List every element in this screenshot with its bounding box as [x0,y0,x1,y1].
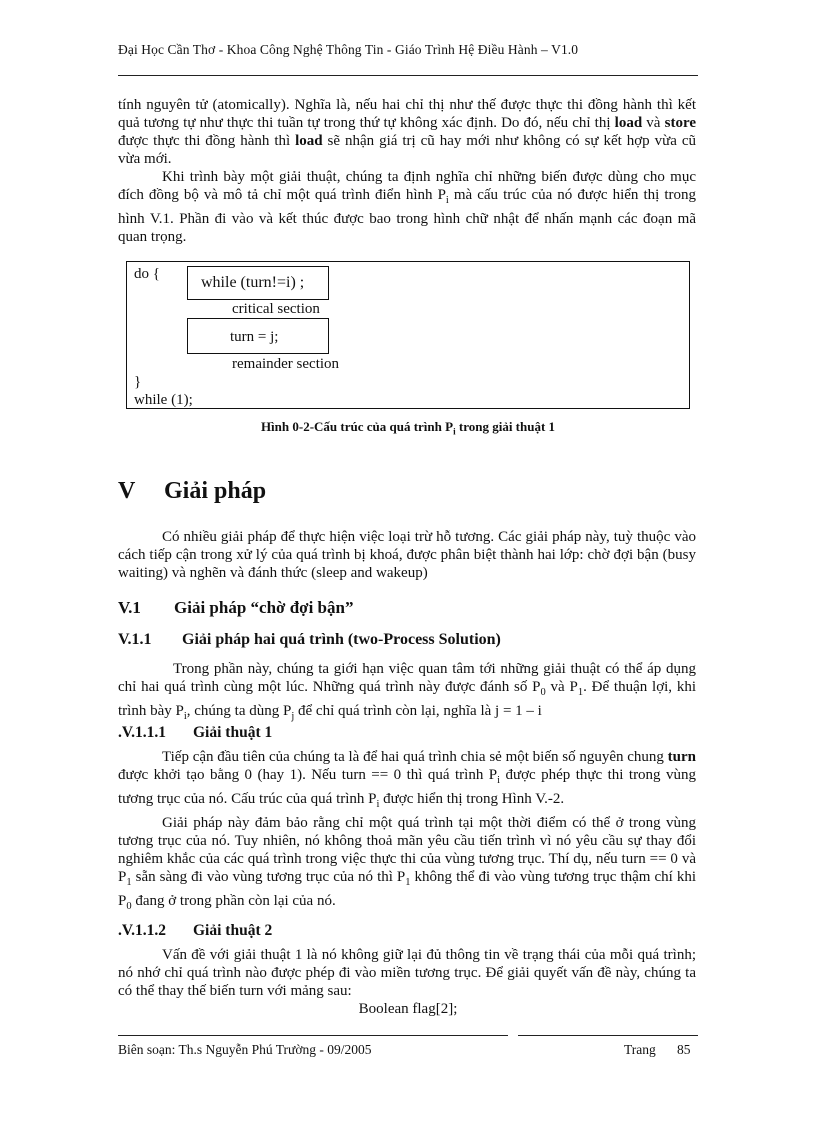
text-run: Khi trình bày một giải thuật, chúng ta định nghĩa chỉ những biến được dùng cho mục đích đồng bộ và mô tả chỉ một quá trình điển hình P [118,169,696,203]
intro-paragraph-1 [118,96,696,168]
bold-term: turn [667,749,696,765]
text-run: được hiển thị trong Hình V.-2. [379,791,565,807]
figure-caption [0,419,816,437]
exit-section-box [187,318,329,354]
text-run: được phép thực thi trong vùng tương trục của nó. Cấu trúc của quá trình P [118,767,697,807]
bold-term: load [295,133,323,149]
text-run: sẵn sàng đi vào vùng tương trục của nó thì P [131,869,406,885]
text-run: được khởi tạo bằng 0 (hay 1). Nếu turn == 0 thì quá trình P [118,767,498,783]
text-run: Hình 0-2-Cấu trúc của quá trình P [260,419,454,434]
boolean-flag-declaration: Boolean flag[2]; [358,1001,458,1017]
text-run: đang ở trong phần còn lại của nó. [131,893,336,909]
section-heading-v1 [118,598,353,618]
subscript: i [445,195,449,206]
footer-page-number: 85 [677,1042,691,1057]
code-figure [126,261,690,409]
subscript: 1 [577,687,584,698]
code-remainder-section: remainder section [232,356,340,372]
section-number: V.1.1 [118,631,152,648]
text-run: mà cấu trúc của nó được hiển thị trong hình V.1. Phần đi vào và kết thúc được bao trong hình chữ nhật để nhấn mạnh các đoạn mã quan trọng. [118,187,696,245]
text-run: Có nhiều giải pháp để thực hiện việc loại trừ hỗ tương. Các giải pháp này, tuỳ thuộc vào cách tiếp cận trong xử lý của quá trình bị khoá, được phân biệt thành hai lớp: chờ đợi bận (busy waiting) và nghẽn và đánh thức (sleep and wakeup) [118,529,696,581]
text-run: , chúng ta dùng P [186,703,292,719]
code-close-brace: } [134,374,142,390]
section-title: Giải pháp [164,478,267,504]
text-run: tính nguyên tử (atomically). Nghĩa là, nếu hai chỉ thị như thế được thực thi đồng hành thì kết quả tương tự như thực thi tuần tự trong thứ tự không xác định. Do đó, nếu chỉ thị [118,97,696,131]
section-number: V [118,478,136,504]
bold-term: load [614,115,643,131]
text-run: không thể đi vào vùng tương trục thậm chí khi P [118,869,697,909]
section-heading-v11 [118,631,501,649]
text-run: và P [545,679,578,695]
subscript: 0 [540,687,546,698]
subscript: i [453,426,456,437]
code-critical-section: critical section [232,301,320,317]
section-title: Giải thuật 1 [193,724,273,741]
subscript: i [497,775,501,786]
text-run: sẽ nhận giá trị cũ hay mới như không có sự kết hợp vừa cũ vừa mới. [118,133,696,167]
footer-author: Biên soạn: Th.s Nguyễn Phú Trường - 09/2005 [118,1042,372,1057]
subscript: 1 [405,877,411,888]
footer-rule-right [518,1035,698,1036]
footer-rule-left [118,1035,508,1036]
subscript: i [376,799,380,810]
text-run: được thực thi đồng hành thì [118,133,296,149]
section-heading-v [118,478,266,505]
section-number: .V.1.1.1 [118,724,166,741]
subscript: j [291,711,295,722]
code-do-line: do { [134,266,160,282]
section-title: Giải pháp “chờ đợi bận” [174,598,354,617]
text-run: trong giải thuật 1 [455,419,556,434]
code-exit-line: turn = j; [230,329,279,345]
intro-paragraph-2 [118,168,696,246]
intro-text [118,96,696,246]
section-v111-paragraph-2 [118,814,696,916]
section-v11-paragraph [118,660,696,726]
entry-section-box [187,266,329,300]
text-run: Trong phần này, chúng ta giới hạn việc quan tâm tới những giải thuật có thể áp dụng chỉ hai quá trình cùng một lúc. Những quá trình này được đánh số P [118,661,696,695]
section-title: Giải pháp hai quá trình (two-Process Solution) [182,631,501,648]
text-run: Tiếp cận đầu tiên của chúng ta là để hai quá trình chia sẻ một biến số nguyên chung [162,749,668,765]
text-run: và [642,115,665,131]
section-v111-paragraph-1 [118,748,696,814]
section-number: .V.1.1.2 [118,922,166,939]
text-run: Giải pháp này đảm bảo rằng chỉ một quá trình tại một thời điểm có thể ở trong vùng tương trục của nó. Tuy nhiên, nó không thoả mãn yêu cầu tiến trình vì nó yêu cầu sự thay đổi nghiêm khắc của các quá trình trong việc thực thi của vùng tương trục. Thí dụ, nếu turn == 0 và P [118,815,696,885]
section-heading-v111 [118,724,272,742]
text-run: để chỉ quá trình còn lại, nghĩa là j = 1 – i [294,703,542,719]
bold-term: store [664,115,696,131]
code-while-line: while (1); [134,392,193,408]
section-heading-v112 [118,922,272,940]
section-v111-text [118,748,696,916]
section-title: Giải thuật 2 [193,922,273,939]
subscript: 1 [126,877,132,888]
header-rule [118,75,698,76]
page-header: Đại Học Cần Thơ - Khoa Công Nghệ Thông Tin - Giáo Trình Hệ Điều Hành – V1.0 [118,42,579,57]
text-run: . Để thuận lợi, khi trình bày P [118,679,697,719]
subscript: i [183,711,187,722]
text-run: Vấn đề với giải thuật 1 là nó không giữ lại đủ thông tin về trạng thái của mỗi quá trình; nó nhớ chỉ quá trình nào được phép đi vào miền tương trục. Để giải quyết vấn đề này, chúng ta có thể thay thế biến turn với mảng sau: [118,947,696,999]
section-v112-paragraph [118,946,696,1000]
code-entry-line: while (turn!=i) ; [201,274,305,291]
section-v-paragraph [118,528,696,582]
subscript: 0 [126,901,132,912]
section-number: V.1 [118,598,141,617]
footer-page-label: Trang [624,1042,656,1057]
